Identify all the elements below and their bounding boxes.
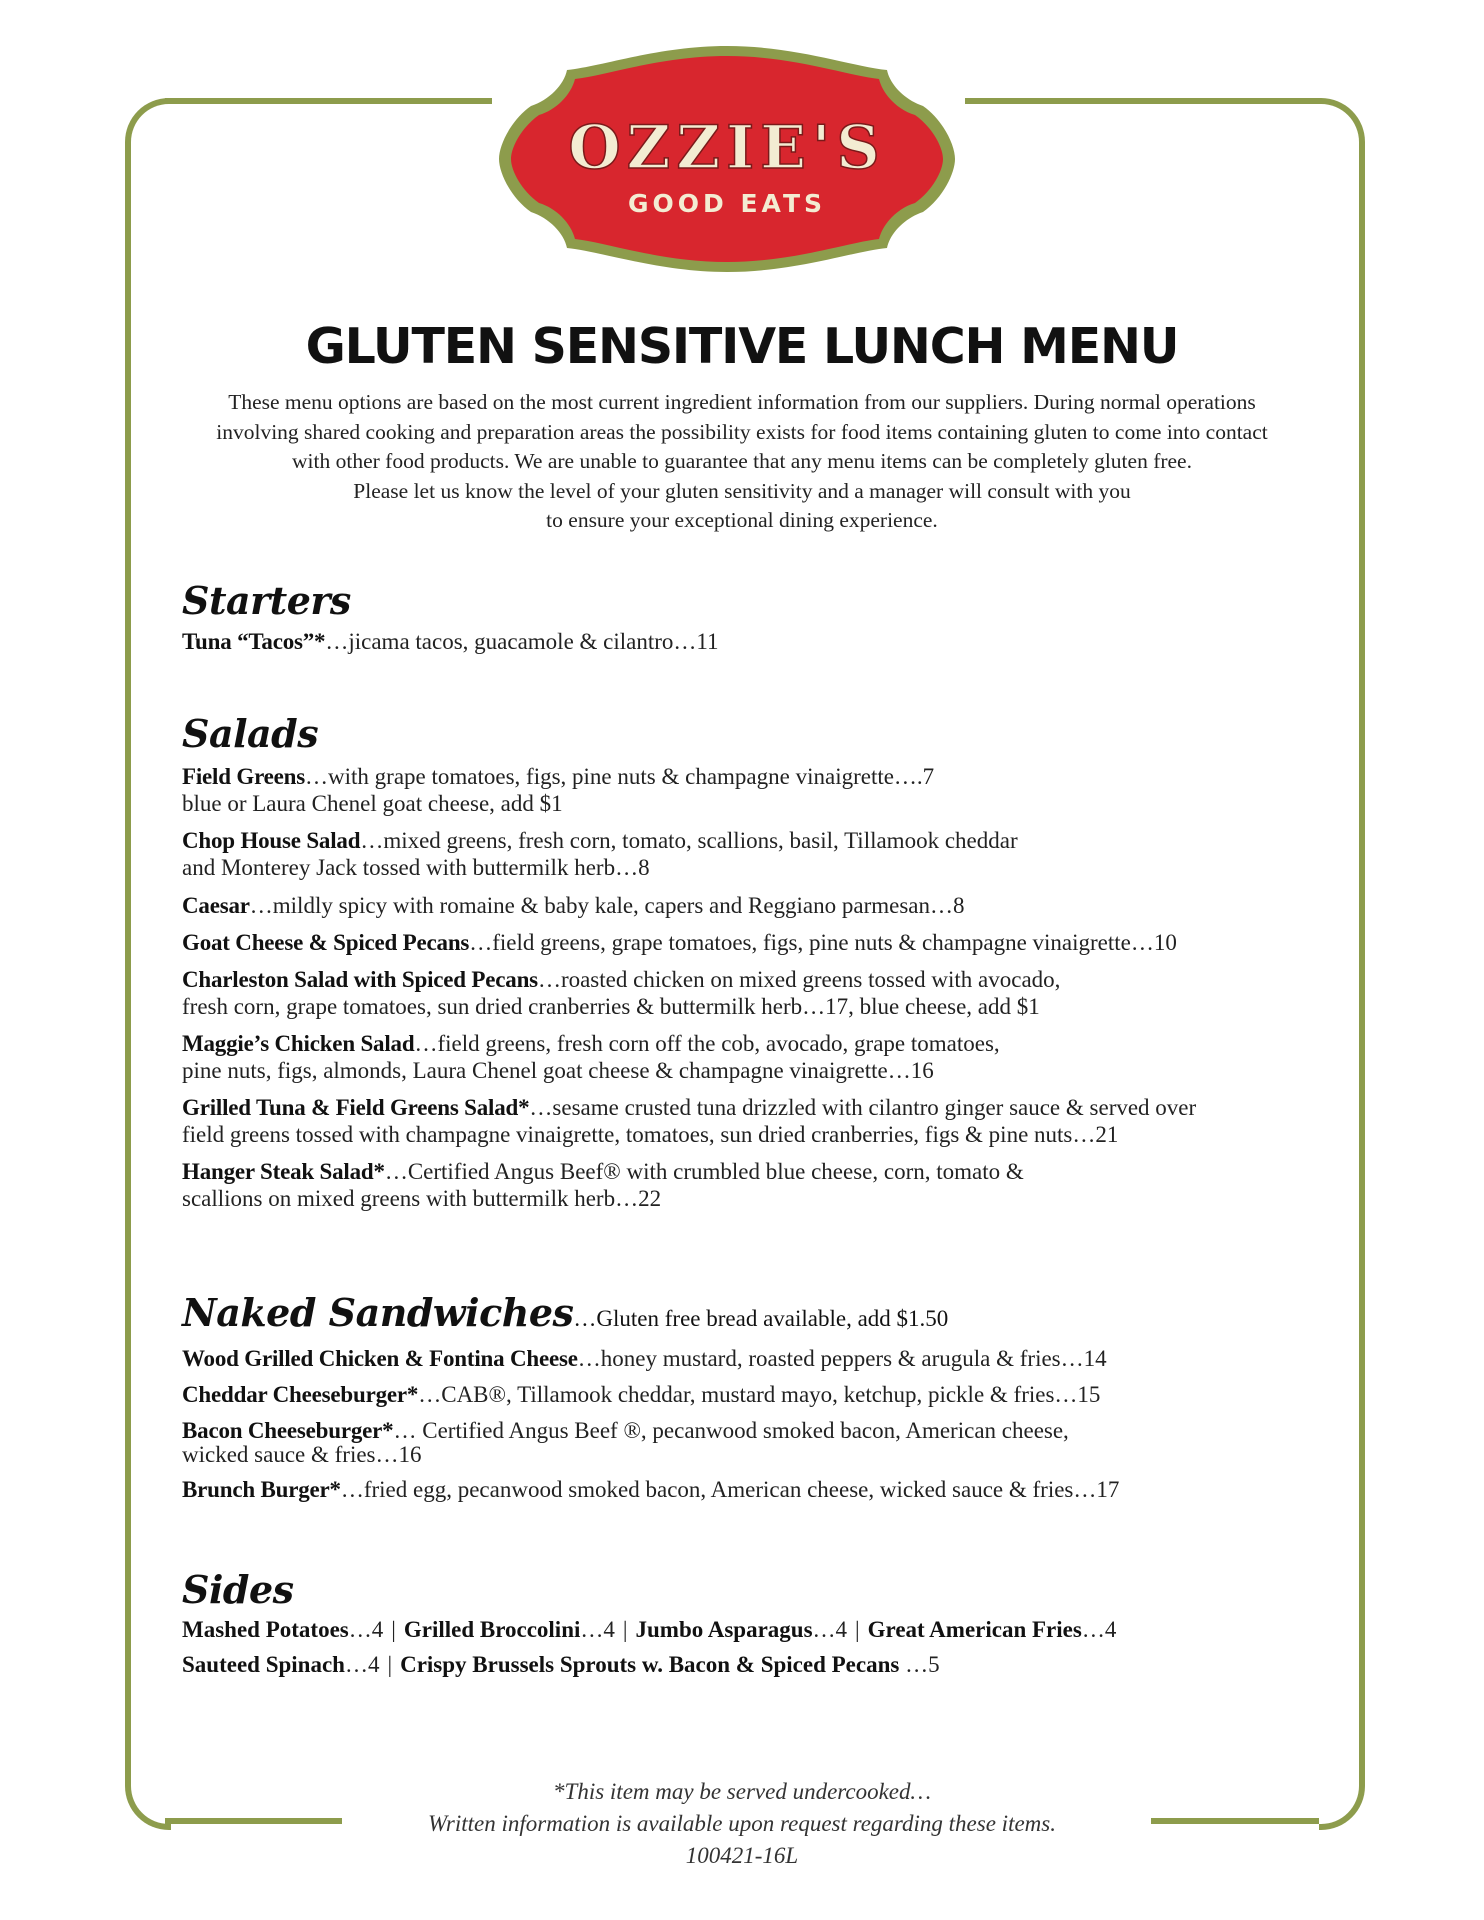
menu-item-description: …field greens, grape tomatoes, figs, pine nuts & champagne vinaigrette…10 bbox=[469, 930, 1177, 955]
menu-item-grilled-tuna-salad bbox=[182, 1094, 1312, 1148]
side-item-price: …4 bbox=[1081, 1617, 1117, 1642]
menu-item-name: Field Greens bbox=[182, 764, 306, 789]
menu-item-name: Grilled Tuna & Field Greens Salad* bbox=[182, 1095, 530, 1120]
menu-item-description: field greens tossed with champagne vinaigrette, tomatoes, sun dried cranberries, figs & pine nuts…21 bbox=[182, 1122, 1119, 1147]
intro-line: These menu options are based on the most current ingredient information from our suppliers. During normal operations bbox=[228, 390, 1256, 414]
side-item-name: Jumbo Asparagus bbox=[635, 1617, 813, 1642]
sides-row bbox=[182, 1652, 940, 1678]
menu-item-description: … Certified Angus Beef ®, pecanwood smoked bacon, American cheese, bbox=[393, 1418, 1069, 1443]
footer-line: *This item may be served undercooked… bbox=[553, 1779, 931, 1804]
logo-name: OZZIE'S bbox=[568, 113, 886, 183]
menu-item-description: …sesame crusted tuna drizzled with cilantro ginger sauce & served over bbox=[529, 1095, 1197, 1120]
intro-line: to ensure your exceptional dining experience. bbox=[546, 508, 938, 532]
menu-item-brunch-burger bbox=[182, 1476, 1312, 1503]
side-item-price: …5 bbox=[899, 1652, 940, 1677]
ozzies-logo bbox=[495, 40, 960, 278]
side-item-name: Mashed Potatoes bbox=[182, 1617, 349, 1642]
menu-item-description: …CAB®, Tillamook cheddar, mustard mayo, ketchup, pickle & fries…15 bbox=[418, 1382, 1101, 1407]
side-separator: | bbox=[622, 1617, 628, 1642]
intro-line: with other food products. We are unable to guarantee that any menu items can be completely gluten free. bbox=[292, 449, 1192, 473]
sandwiches-note: …Gluten free bread available, add $1.50 bbox=[573, 1306, 949, 1331]
menu-item-description: and Monterey Jack tossed with buttermilk herb…8 bbox=[182, 855, 650, 880]
menu-item-name: Goat Cheese & Spiced Pecans bbox=[182, 930, 470, 955]
side-separator: | bbox=[387, 1652, 393, 1677]
menu-item-description: …with grape tomatoes, figs, pine nuts & champagne vinaigrette….7 bbox=[305, 764, 935, 789]
side-separator: | bbox=[855, 1617, 860, 1642]
sides-heading: Sides bbox=[182, 1567, 294, 1612]
menu-item-name: Hanger Steak Salad* bbox=[182, 1159, 385, 1184]
menu-frame-top-left bbox=[165, 98, 492, 104]
menu-item-description: …Certified Angus Beef® with crumbled blue cheese, corn, tomato & bbox=[384, 1159, 1024, 1184]
menu-item-bacon-cheeseburger bbox=[182, 1417, 1312, 1465]
menu-item-description: scallions on mixed greens with buttermilk herb…22 bbox=[182, 1186, 662, 1211]
menu-item-cheddar-cheeseburger bbox=[182, 1381, 1312, 1408]
side-item-name: Great American Fries bbox=[867, 1617, 1082, 1642]
side-item-price: …4 bbox=[348, 1617, 384, 1642]
menu-item-caesar bbox=[182, 892, 1312, 919]
menu-item-charleston-salad bbox=[182, 966, 1312, 1020]
footer-disclaimer bbox=[0, 1776, 1484, 1872]
menu-item-name: Bacon Cheeseburger* bbox=[182, 1418, 394, 1443]
menu-item-maggies-chicken-salad bbox=[182, 1030, 1312, 1084]
menu-item-description: …field greens, fresh corn off the cob, avocado, grape tomatoes, bbox=[414, 1031, 1000, 1056]
intro-line: involving shared cooking and preparation areas the possibility exists for food items containing gluten to come into contact bbox=[216, 419, 1268, 444]
menu-item-description: …roasted chicken on mixed greens tossed with avocado, bbox=[537, 967, 1061, 992]
menu-item-wood-grilled-chicken bbox=[182, 1345, 1312, 1372]
sandwiches-heading bbox=[182, 1290, 948, 1335]
intro-disclaimer bbox=[170, 388, 1314, 536]
menu-item-name: Chop House Salad bbox=[182, 828, 361, 853]
menu-item-description: pine nuts, figs, almonds, Laura Chenel goat cheese & champagne vinaigrette…16 bbox=[182, 1058, 934, 1083]
menu-item-description: …jicama tacos, guacamole & cilantro…11 bbox=[325, 629, 719, 654]
menu-item-hanger-steak-salad bbox=[182, 1158, 1312, 1212]
side-separator: | bbox=[391, 1617, 396, 1642]
menu-item-name: Tuna “Tacos”* bbox=[182, 629, 326, 654]
menu-item-description: …fried egg, pecanwood smoked bacon, American cheese, wicked sauce & fries…17 bbox=[340, 1477, 1120, 1502]
side-item-price: …4 bbox=[580, 1617, 615, 1642]
menu-item-name: Cheddar Cheeseburger* bbox=[182, 1382, 419, 1407]
menu-item-name: Wood Grilled Chicken & Fontina Cheese bbox=[182, 1346, 578, 1371]
starters-heading: Starters bbox=[182, 578, 351, 623]
menu-item-tuna-tacos bbox=[182, 628, 1312, 655]
side-item-name: Crispy Brussels Sprouts w. Bacon & Spiced Pecans bbox=[400, 1652, 900, 1677]
menu-item-goat-cheese-pecans bbox=[182, 929, 1312, 956]
menu-item-chop-house-salad bbox=[182, 827, 1312, 881]
menu-frame-top-right bbox=[965, 98, 1319, 104]
side-item-name: Grilled Broccolini bbox=[403, 1617, 581, 1642]
menu-item-description: …mildly spicy with romaine & baby kale, capers and Reggiano parmesan…8 bbox=[249, 893, 965, 918]
sandwiches-heading-text: Naked Sandwiches bbox=[182, 1290, 574, 1335]
footer-code: 100421-16L bbox=[685, 1843, 799, 1868]
menu-item-name: Maggie’s Chicken Salad bbox=[182, 1031, 415, 1056]
menu-item-description: wicked sauce & fries…16 bbox=[182, 1442, 422, 1467]
intro-line: Please let us know the level of your gluten sensitivity and a manager will consult with you bbox=[353, 478, 1131, 503]
side-item-price: …4 bbox=[344, 1652, 380, 1677]
page-title: GLUTEN SENSITIVE LUNCH MENU bbox=[305, 318, 1179, 375]
menu-item-name: Brunch Burger* bbox=[182, 1477, 341, 1502]
footer-line: Written information is available upon request regarding these items. bbox=[428, 1811, 1056, 1836]
logo-tagline: GOOD EATS bbox=[627, 189, 827, 218]
side-item-name: Sauteed Spinach bbox=[182, 1652, 345, 1677]
menu-item-description: blue or Laura Chenel goat cheese, add $1 bbox=[182, 791, 563, 816]
menu-item-name: Caesar bbox=[182, 893, 250, 918]
menu-item-description: …mixed greens, fresh corn, tomato, scallions, basil, Tillamook cheddar bbox=[360, 828, 1018, 853]
menu-item-description: …honey mustard, roasted peppers & arugula & fries…14 bbox=[577, 1346, 1107, 1371]
salads-heading: Salads bbox=[182, 711, 319, 756]
side-item-price: …4 bbox=[812, 1617, 848, 1642]
menu-item-description: fresh corn, grape tomatoes, sun dried cranberries & buttermilk herb…17, blue cheese, add $1 bbox=[182, 994, 1040, 1019]
menu-item-name: Charleston Salad with Spiced Pecans bbox=[182, 967, 538, 992]
sides-row bbox=[182, 1617, 1116, 1643]
menu-item-field-greens bbox=[182, 763, 1312, 817]
